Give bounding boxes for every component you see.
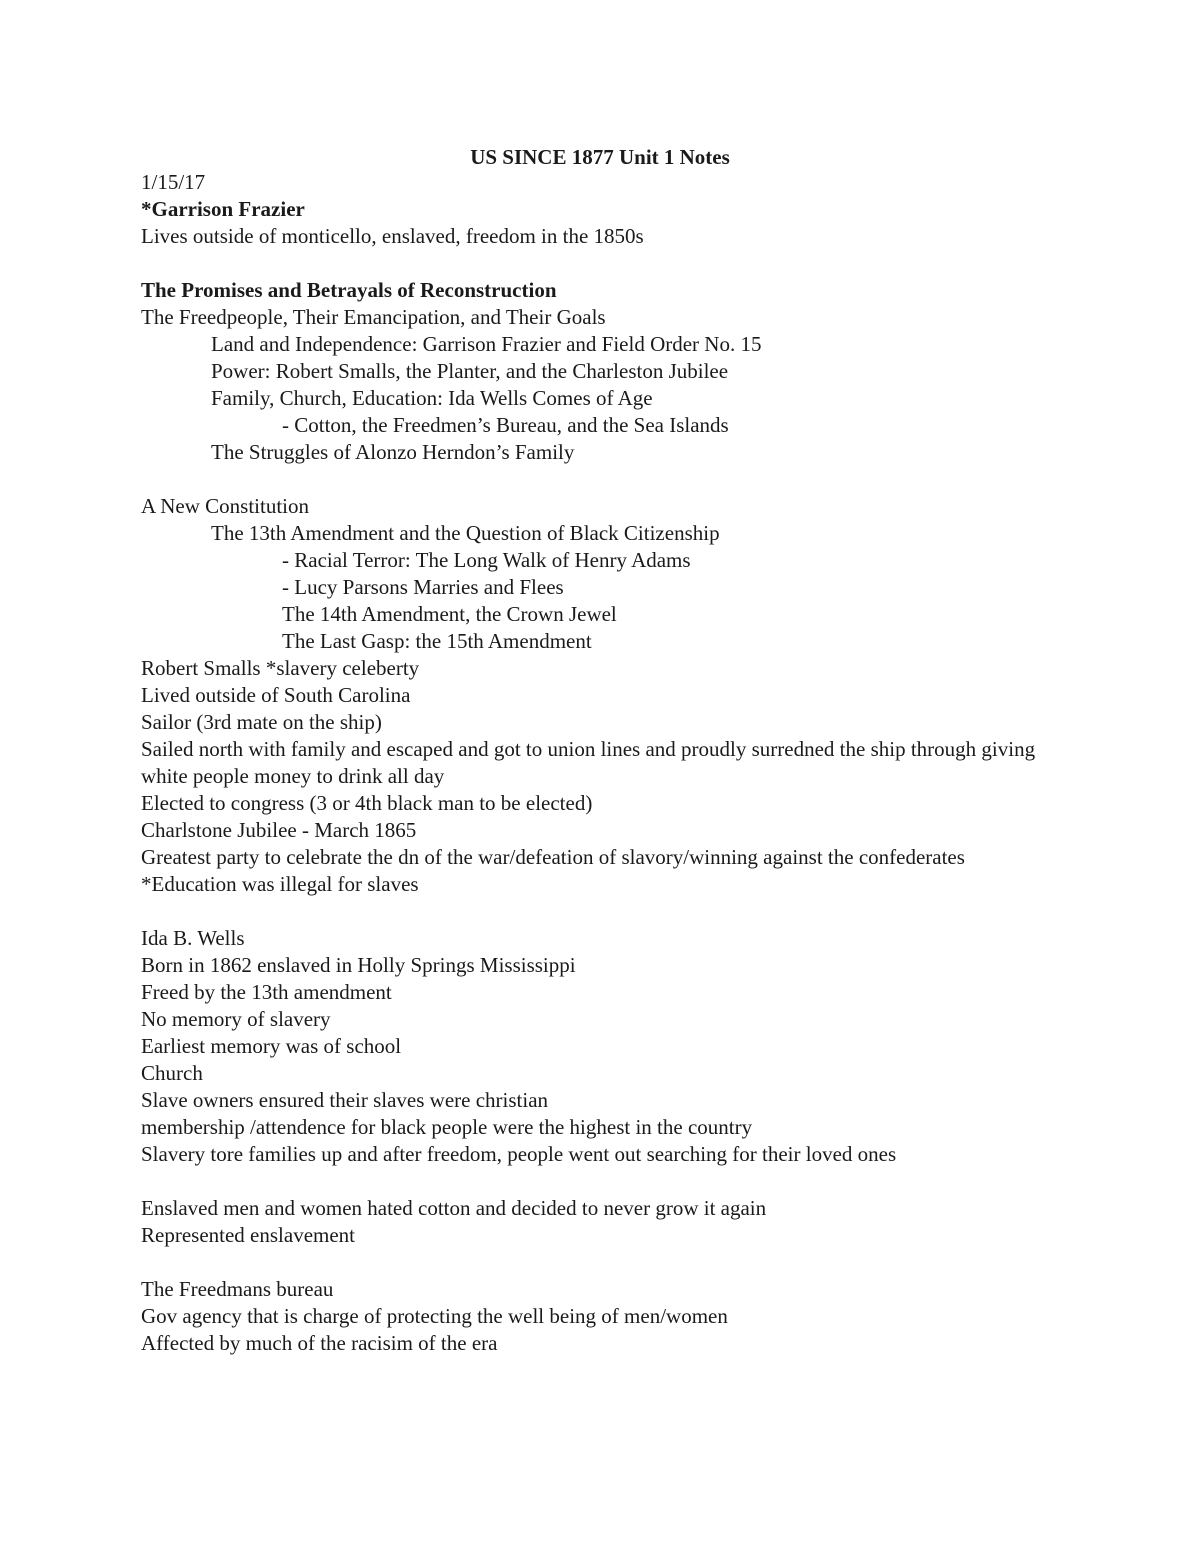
document-body bbox=[141, 169, 1041, 1357]
outline-subitem: - Lucy Parsons Marries and Flees bbox=[282, 575, 564, 599]
bureau-note: Affected by much of the racisim of the era bbox=[141, 1331, 498, 1355]
cotton-note: Enslaved men and women hated cotton and decided to never grow it again bbox=[141, 1196, 767, 1220]
smalls-note: Sailor (3rd mate on the ship) bbox=[141, 710, 382, 734]
outline-subitem: The Last Gasp: the 15th Amendment bbox=[282, 629, 592, 653]
blank-line bbox=[141, 898, 1041, 925]
outline-subitem: - Cotton, the Freedmen’s Bureau, and the Sea Islands bbox=[282, 413, 729, 437]
blank-line bbox=[141, 250, 1041, 277]
document-title: US SINCE 1877 Unit 1 Notes bbox=[470, 145, 730, 169]
wells-note: Slavery tore families up and after freedom, people went out searching for their loved ones bbox=[141, 1142, 897, 1166]
cotton-note: Represented enslavement bbox=[141, 1223, 355, 1247]
bureau-note: The Freedmans bureau bbox=[141, 1277, 334, 1301]
bureau-note: Gov agency that is charge of protecting the well being of men/women bbox=[141, 1304, 728, 1328]
wells-note: No memory of slavery bbox=[141, 1007, 331, 1031]
wells-note: Ida B. Wells bbox=[141, 926, 245, 950]
wells-note: Born in 1862 enslaved in Holly Springs Mississippi bbox=[141, 953, 576, 977]
smalls-note: *Education was illegal for slaves bbox=[141, 872, 419, 896]
wells-note: Freed by the 13th amendment bbox=[141, 980, 392, 1004]
smalls-note: Sailed north with family and escaped and got to union lines and proudly surredned the ship through giving white people money to drink all day bbox=[141, 737, 1036, 788]
blank-line bbox=[141, 1249, 1041, 1276]
smalls-note: Charlstone Jubilee - March 1865 bbox=[141, 818, 417, 842]
outline-subitem: The 14th Amendment, the Crown Jewel bbox=[282, 602, 617, 626]
frazier-line-1: Lives outside of monticello, enslaved, freedom in the 1850s bbox=[141, 224, 644, 248]
note-date: 1/15/17 bbox=[141, 170, 206, 194]
outline-topic-constitution: A New Constitution bbox=[141, 494, 310, 518]
outline-subitem: - Racial Terror: The Long Walk of Henry Adams bbox=[282, 548, 691, 572]
wells-note: Earliest memory was of school bbox=[141, 1034, 402, 1058]
outline-item: The 13th Amendment and the Question of Black Citizenship bbox=[211, 521, 720, 545]
outline-topic-freedpeople: The Freedpeople, Their Emancipation, and Their Goals bbox=[141, 305, 606, 329]
outline-item: Power: Robert Smalls, the Planter, and the Charleston Jubilee bbox=[211, 359, 729, 383]
blank-line bbox=[141, 466, 1041, 493]
outline-item: Family, Church, Education: Ida Wells Comes of Age bbox=[211, 386, 653, 410]
section-heading-reconstruction: The Promises and Betrayals of Reconstruction bbox=[141, 278, 557, 302]
smalls-note: Robert Smalls *slavery celeberty bbox=[141, 656, 420, 680]
blank-line bbox=[141, 1168, 1041, 1195]
smalls-note: Greatest party to celebrate the dn of the war/defeation of slavory/winning against the confederates bbox=[141, 845, 965, 869]
wells-note: membership /attendence for black people were the highest in the country bbox=[141, 1115, 753, 1139]
frazier-heading: *Garrison Frazier bbox=[141, 197, 305, 221]
wells-note: Church bbox=[141, 1061, 203, 1085]
smalls-note: Lived outside of South Carolina bbox=[141, 683, 411, 707]
wells-note: Slave owners ensured their slaves were christian bbox=[141, 1088, 549, 1112]
smalls-note: Elected to congress (3 or 4th black man to be elected) bbox=[141, 791, 593, 815]
outline-item: The Struggles of Alonzo Herndon’s Family bbox=[211, 440, 575, 464]
outline-item: Land and Independence: Garrison Frazier and Field Order No. 15 bbox=[211, 332, 762, 356]
